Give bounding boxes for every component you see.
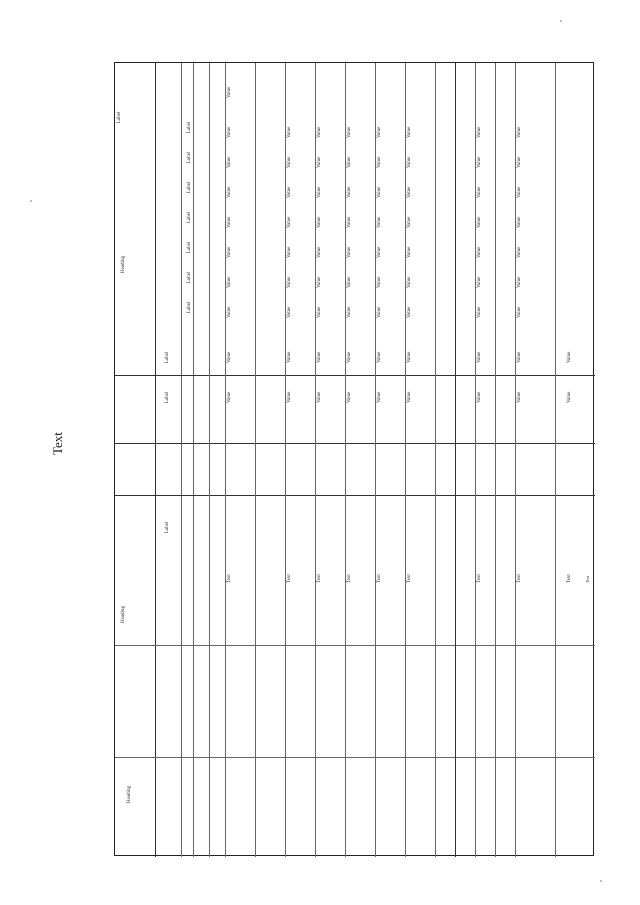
scan-speck	[600, 880, 602, 882]
year-label: Label	[187, 181, 192, 193]
col-divider	[455, 63, 456, 857]
scan-speck	[560, 20, 562, 22]
row-base: Value	[377, 351, 382, 363]
header-unit-col: Label	[165, 391, 170, 403]
row-unit: Value	[377, 391, 382, 403]
row-divider	[115, 375, 595, 376]
scan-speck	[30, 200, 32, 202]
col-divider	[555, 63, 556, 857]
row-value: Value	[377, 246, 382, 258]
col-divider	[345, 63, 346, 857]
row-name: Text	[567, 574, 572, 583]
row-value: Value	[517, 156, 522, 168]
row-name: Text	[287, 574, 292, 583]
row-value: Value	[377, 126, 382, 138]
row-unit: Value	[287, 391, 292, 403]
year-label: Label	[187, 151, 192, 163]
row-value: Value	[407, 276, 412, 288]
row-base: Value	[477, 351, 482, 363]
row-divider	[115, 645, 595, 646]
row-base: Value	[567, 351, 572, 363]
row-value: Value	[317, 276, 322, 288]
col-divider	[285, 63, 286, 857]
row-value: Value	[347, 306, 352, 318]
row-name: Text	[347, 574, 352, 583]
row-value: Value	[477, 306, 482, 318]
row-value: Value	[317, 186, 322, 198]
row-value: Value	[347, 246, 352, 258]
header-divider	[155, 63, 156, 857]
row-base: Value	[347, 351, 352, 363]
year-label: Label	[187, 241, 192, 253]
row-value: Value	[287, 246, 292, 258]
row-value: Value	[347, 276, 352, 288]
row-value: Value	[477, 216, 482, 228]
year-label: Label	[187, 271, 192, 283]
row-status: Value	[227, 86, 232, 98]
row-value: Value	[287, 306, 292, 318]
header-name-col: Label	[165, 521, 170, 533]
row-divider	[115, 757, 595, 758]
row-value: Value	[227, 126, 232, 138]
row-value: Value	[517, 216, 522, 228]
row-value: Value	[317, 246, 322, 258]
row-value: Value	[407, 306, 412, 318]
header-base-year: Label	[165, 351, 170, 363]
col-divider	[405, 63, 406, 857]
row-value: Value	[227, 216, 232, 228]
row-name: Text	[227, 574, 232, 583]
row-value: Value	[347, 186, 352, 198]
row-value: Value	[517, 186, 522, 198]
year-label: Label	[187, 211, 192, 223]
header-divider	[181, 63, 182, 857]
row-value: Value	[227, 246, 232, 258]
col-divider	[475, 63, 476, 857]
header-status-col: Label	[117, 111, 122, 123]
header-program: Heading	[127, 786, 132, 803]
row-value: Value	[377, 306, 382, 318]
row-value: Value	[377, 156, 382, 168]
row-base: Value	[227, 351, 232, 363]
row-value: Value	[227, 186, 232, 198]
row-unit: Value	[407, 391, 412, 403]
row-value: Value	[377, 276, 382, 288]
row-value: Value	[317, 216, 322, 228]
row-value: Value	[347, 126, 352, 138]
data-table	[114, 62, 594, 856]
row-value: Value	[287, 186, 292, 198]
row-value: Value	[287, 216, 292, 228]
row-value: Value	[287, 156, 292, 168]
col-divider	[209, 63, 210, 857]
year-label: Label	[187, 301, 192, 313]
row-unit: Value	[517, 391, 522, 403]
row-name: Text	[377, 574, 382, 583]
col-divider	[375, 63, 376, 857]
row-unit: Value	[347, 391, 352, 403]
row-base: Value	[317, 351, 322, 363]
row-value: Value	[317, 306, 322, 318]
header-group-mid: Heading	[121, 606, 126, 623]
row-value: Value	[477, 156, 482, 168]
col-divider	[435, 63, 436, 857]
row-value: Value	[477, 186, 482, 198]
row-value: Value	[377, 186, 382, 198]
row-value: Value	[347, 156, 352, 168]
row-value: Value	[287, 276, 292, 288]
row-value: Value	[517, 306, 522, 318]
row-name: Text	[477, 574, 482, 583]
row-value: Value	[317, 156, 322, 168]
footer-note: Text	[585, 575, 590, 583]
page-number: Text	[50, 432, 65, 455]
row-base: Value	[287, 351, 292, 363]
row-base: Value	[517, 351, 522, 363]
row-unit: Value	[477, 391, 482, 403]
row-value: Value	[227, 306, 232, 318]
row-value: Value	[377, 216, 382, 228]
row-value: Value	[407, 216, 412, 228]
row-name: Text	[407, 574, 412, 583]
row-name: Text	[317, 574, 322, 583]
row-value: Value	[477, 246, 482, 258]
row-divider	[115, 443, 595, 444]
row-value: Value	[477, 276, 482, 288]
row-value: Value	[517, 276, 522, 288]
header-group-left: Heading	[121, 256, 126, 273]
row-value: Value	[517, 126, 522, 138]
row-unit: Value	[227, 391, 232, 403]
row-value: Value	[227, 156, 232, 168]
col-divider	[515, 63, 516, 857]
row-value: Value	[287, 126, 292, 138]
col-divider	[225, 63, 226, 857]
row-name: Text	[517, 574, 522, 583]
row-value: Value	[317, 126, 322, 138]
row-value: Value	[407, 126, 412, 138]
col-divider	[315, 63, 316, 857]
row-value: Value	[517, 246, 522, 258]
row-unit: Value	[317, 391, 322, 403]
row-value: Value	[477, 126, 482, 138]
row-value: Value	[347, 216, 352, 228]
row-base: Value	[407, 351, 412, 363]
col-divider	[495, 63, 496, 857]
row-value: Value	[227, 276, 232, 288]
row-divider	[115, 495, 595, 496]
row-value: Value	[407, 246, 412, 258]
year-label: Label	[187, 121, 192, 133]
col-divider	[255, 63, 256, 857]
row-value: Value	[407, 186, 412, 198]
header-divider	[193, 63, 194, 857]
row-value: Value	[407, 156, 412, 168]
row-unit: Value	[567, 391, 572, 403]
